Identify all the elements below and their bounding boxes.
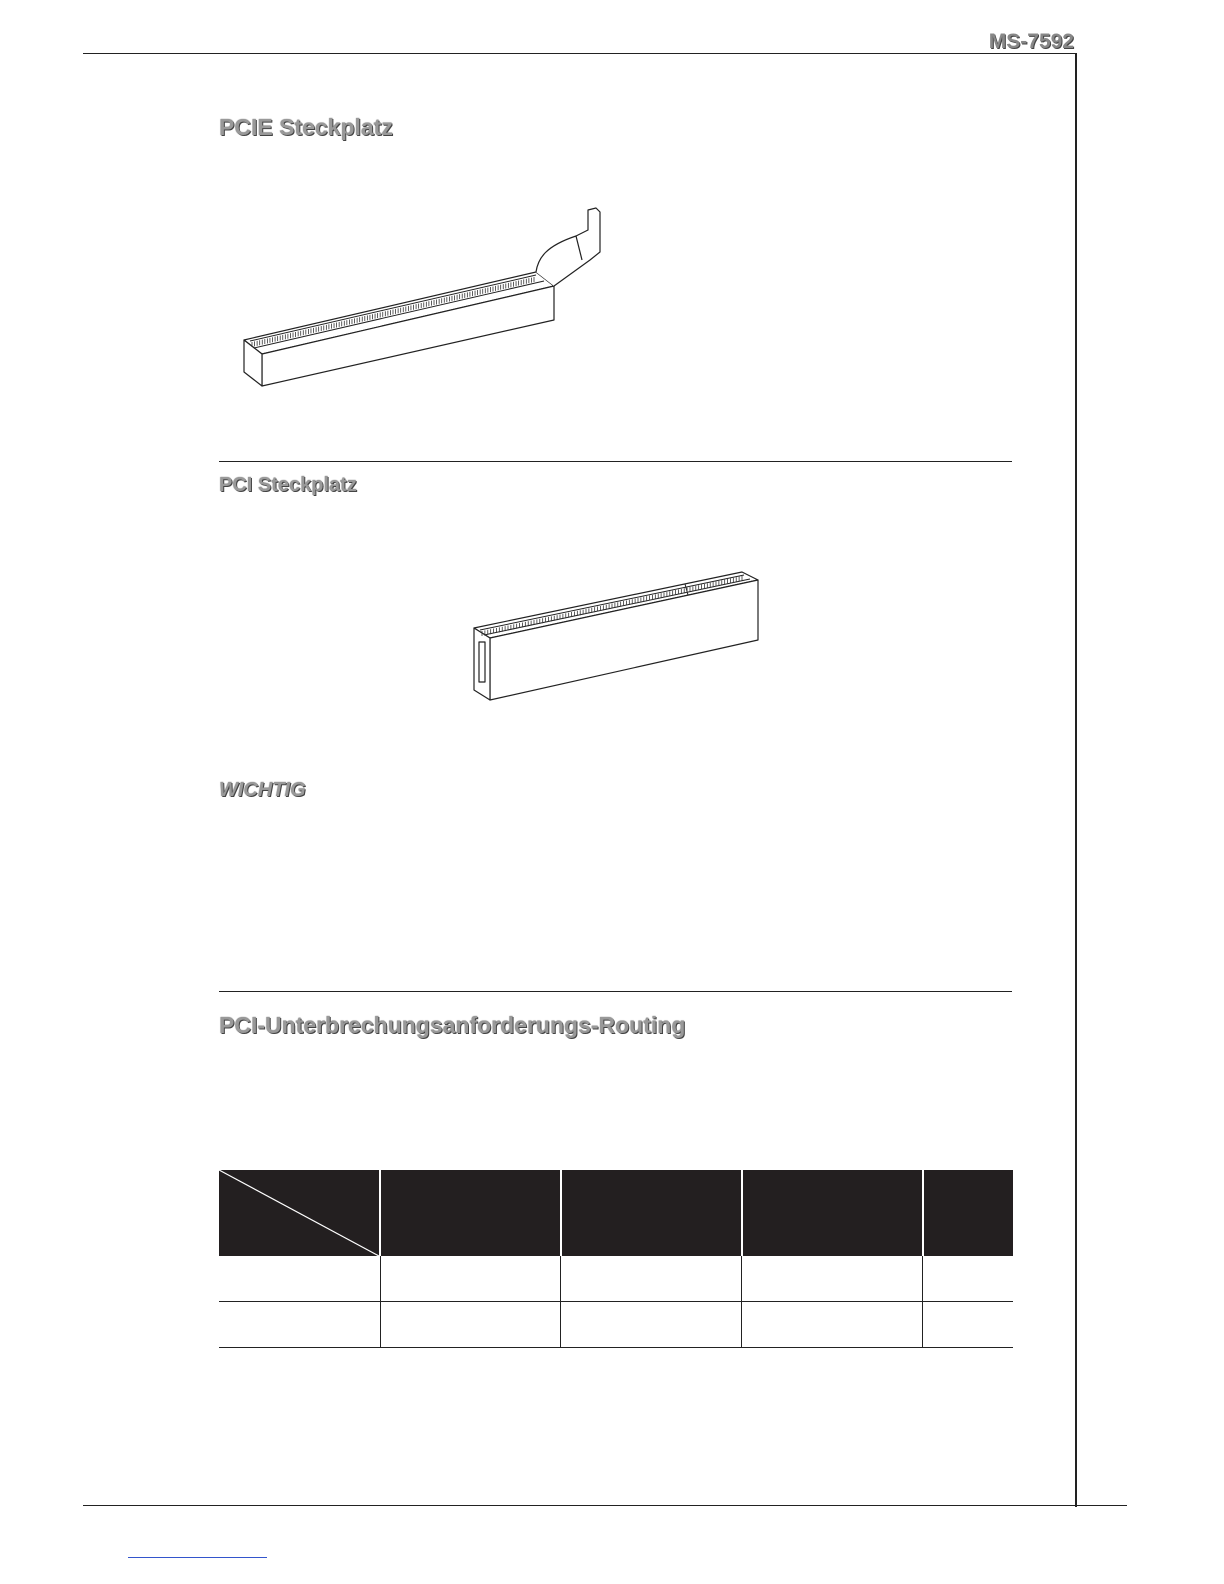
diagonal-divider (219, 1170, 379, 1256)
table-cell (742, 1256, 923, 1302)
irq-routing-table (219, 1170, 1013, 1348)
page-margin-rule (1075, 53, 1077, 1507)
table-cell (219, 1302, 380, 1348)
table-header-cell (742, 1170, 923, 1256)
table-cell (380, 1302, 561, 1348)
table-header-cell (561, 1170, 742, 1256)
table-cell (923, 1256, 1013, 1302)
corner-header-cell (219, 1170, 380, 1256)
table-cell (923, 1302, 1013, 1348)
pcie-slot-heading: PCIE Steckplatz (219, 114, 393, 140)
footer-link-underline[interactable] (128, 1557, 267, 1558)
header-rule (83, 53, 1076, 54)
footer-rule (83, 1505, 1127, 1506)
pci-slot-heading: PCI Steckplatz (219, 474, 357, 496)
pcie-slot-illustration (236, 200, 616, 390)
important-heading: WICHTIG (219, 779, 306, 801)
pci-slot-illustration (470, 560, 770, 710)
table-header-cell (380, 1170, 561, 1256)
table-header-cell (923, 1170, 1013, 1256)
table-header-row (219, 1170, 1013, 1256)
table-cell (219, 1256, 380, 1302)
table-row (219, 1256, 1013, 1302)
section-divider (219, 991, 1012, 992)
table-cell (561, 1256, 742, 1302)
table-row (219, 1302, 1013, 1348)
table-cell (561, 1302, 742, 1348)
table-cell (742, 1302, 923, 1348)
irq-routing-heading: PCI-Unterbrechungsanforderungs-Routing (219, 1012, 686, 1038)
table-cell (380, 1256, 561, 1302)
section-divider (219, 461, 1012, 462)
model-number: MS-7592 (988, 30, 1074, 53)
